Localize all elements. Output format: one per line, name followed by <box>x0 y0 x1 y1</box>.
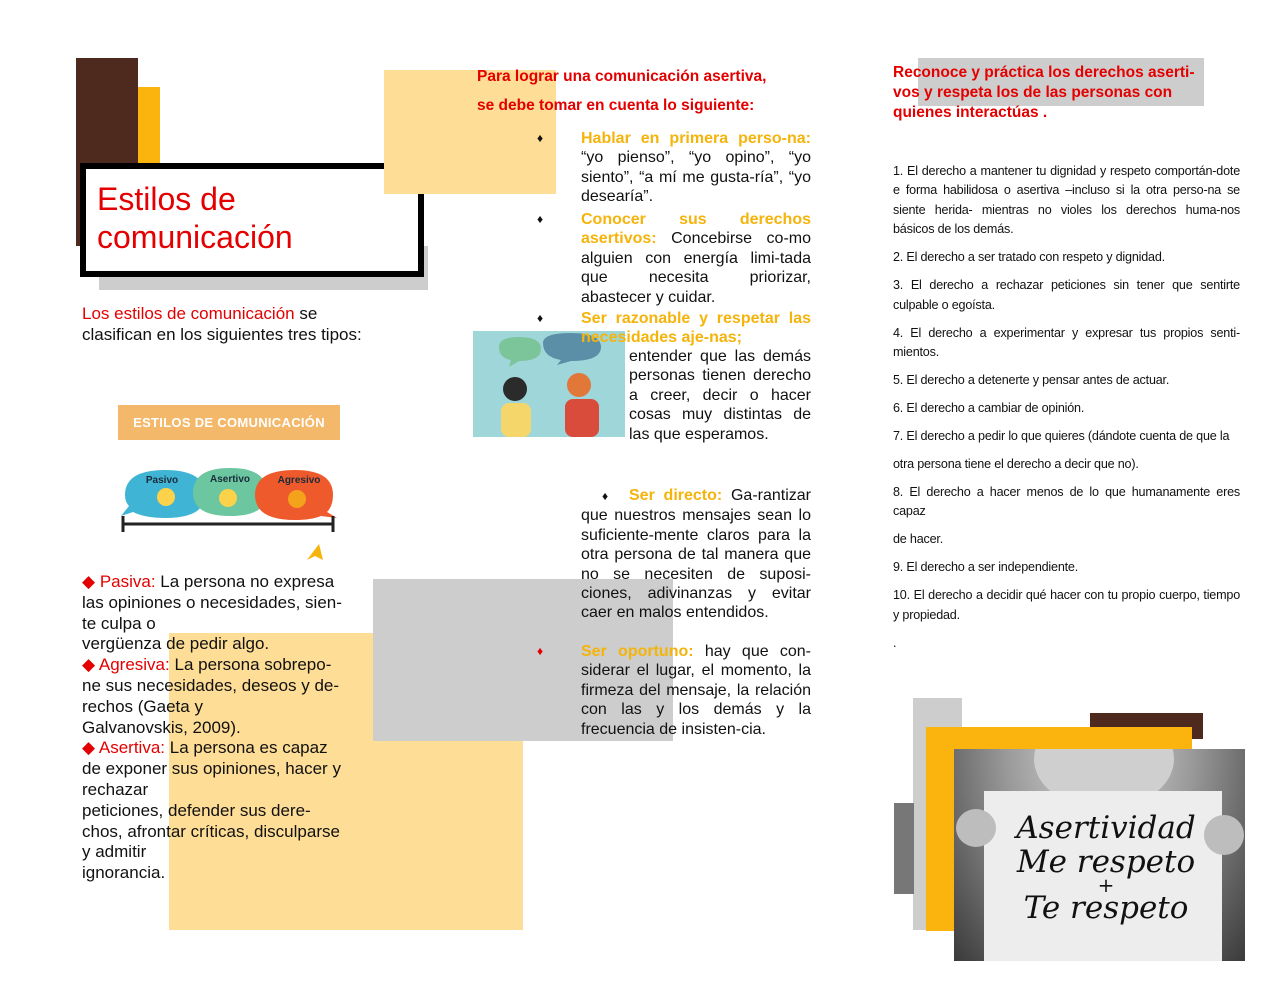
sign-line: Me respeto <box>1016 844 1196 880</box>
style-text: La persona sobrepo- <box>174 655 332 675</box>
tip-text: entender que las demás personas tienen derecho a creer, decir o hacer cosas muy distintas de las que esperamos. <box>629 348 811 443</box>
tip-text: Ga-rantizar que nuestros mensajes sean lo suficiente-mente claros para la otra persona de tal manera que no se necesiten de suposi-ciones, adivinanzas y evitar caer en malos entendidos. <box>581 487 811 622</box>
panel-title <box>97 180 293 256</box>
style-text: las opiniones o necesidades, sien- <box>82 592 342 612</box>
intro-paragraph <box>82 303 382 345</box>
style-text: de exponer sus opiniones, hacer y <box>82 759 341 779</box>
right-item: otra persona tiene el derecho a decir que no). <box>893 457 1139 472</box>
styles-banner: ESTILOS DE COMUNICACIÓN <box>118 405 340 440</box>
right-item: 4. El derecho a experimentar y expresar tus propios senti-mientos. <box>893 325 1240 360</box>
style-text: chos, afrontar críticas, disculparse <box>82 821 340 841</box>
style-text: rechos (Gaeta y <box>82 696 203 716</box>
intro-highlight: Los estilos de comunicación <box>82 304 295 323</box>
tip-title: Ser directo: <box>629 487 723 504</box>
style-item-assertive <box>82 738 377 884</box>
right-item: 9. El derecho a ser independiente. <box>893 560 1079 575</box>
bubble-label-passive: Pasivo <box>145 475 179 486</box>
bubble-label-aggressive: Agresivo <box>277 475 321 486</box>
heading-line: se debe tomar en cuenta lo siguiente: <box>477 97 755 114</box>
communication-styles-diagram <box>115 460 345 565</box>
bubble-label-assertive: Asertivo <box>209 474 251 485</box>
right-heading <box>893 63 1238 123</box>
tip-item-3 <box>537 309 811 348</box>
man-body <box>565 399 599 437</box>
style-item-aggressive <box>82 655 377 738</box>
style-item-passive <box>82 572 377 655</box>
heading-line: Para lograr una comunicación asertiva, <box>477 68 767 85</box>
sign-text <box>996 811 1216 925</box>
dark-gray-block <box>894 803 914 894</box>
tip-item-4 <box>581 486 811 623</box>
right-item: 6. El derecho a cambiar de opinión. <box>893 401 1085 416</box>
style-text: rechazar <box>82 779 149 799</box>
tip-item-3-body <box>629 347 811 444</box>
right-item: 2. El derecho a ser tratado con respeto y dignidad. <box>893 250 1165 265</box>
tip-item-1 <box>537 129 811 207</box>
right-item: 3. El derecho a rechazar peticiones sin tener que sentirte culpable o egoísta. <box>893 278 1240 312</box>
bullet-icon: ♦ <box>537 212 544 226</box>
right-item: 5. El derecho a detenerte y pensar antes de actuar. <box>893 373 1170 388</box>
tip-item-5 <box>537 642 811 739</box>
tip-title: Ser razonable y respetar las necesidades aje-nas; <box>581 310 811 347</box>
tip-text: hay que con-siderar el lugar, el momento, la firmeza del mensaje, la relación con las y los demás y la frecuencia de insisten-cia. <box>581 643 811 738</box>
heading-line: Reconoce y práctica los derechos aserti- <box>893 64 1195 81</box>
tip-title: Conocer sus derechos asertivos: <box>581 211 811 248</box>
right-item: de hacer. <box>893 532 944 547</box>
hand-left <box>956 809 996 847</box>
style-text: vergüenza de pedir algo. <box>82 634 270 654</box>
heading-line: vos y respeta los de las personas con <box>893 84 1173 101</box>
woman-head <box>503 377 527 401</box>
diamond-icon: ◆ <box>82 572 96 591</box>
tip-title: Ser oportuno: <box>581 643 694 660</box>
title-line: comunicación <box>97 219 293 255</box>
tip-title: Hablar en primera perso-na: <box>581 130 811 147</box>
bullet-icon: ♦ <box>537 131 544 145</box>
bullet-icon: ♦ <box>537 644 544 658</box>
style-text: Galvanovskis, 2009). <box>82 717 241 737</box>
rights-list <box>893 162 1240 662</box>
face-passive-icon <box>157 488 175 506</box>
right-item: . <box>893 635 897 650</box>
style-text: peticiones, defender sus dere- <box>82 800 311 820</box>
style-text: ignorancia. <box>82 863 166 883</box>
sign-line: + <box>1097 873 1115 897</box>
sign-line: Asertividad <box>1016 810 1196 846</box>
pointer-arrow-icon <box>307 544 323 560</box>
bullet-icon: ♦ <box>601 489 609 503</box>
tip-text: “yo pienso”, “yo opino”, “yo siento”, “a mí me gusta-ría”, “yo desearía”. <box>581 149 811 206</box>
style-name: Asertiva: <box>98 738 166 758</box>
style-name: Agresiva: <box>98 655 170 675</box>
style-text: La persona es capaz <box>169 738 328 758</box>
style-text: te culpa o <box>82 613 156 633</box>
heading-line: quienes interactúas . <box>893 104 1048 121</box>
style-text: y admitir <box>82 842 147 862</box>
asertividad-photo <box>954 749 1245 961</box>
woman-body <box>501 403 531 437</box>
diamond-icon: ◆ <box>82 738 96 758</box>
face-aggressive-icon <box>288 490 306 508</box>
tip-text: Concebirse co-mo alguien con energía limi-tada que necesita priorizar, abastecer y cuidar. <box>581 230 811 306</box>
style-text: ne sus necesidades, deseos y de- <box>82 675 340 695</box>
tip-item-2 <box>537 210 811 307</box>
intro-text: se clasifican en los siguientes tres tipos: <box>82 304 362 344</box>
right-item: 8. El derecho a hacer menos de lo que humanamente eres capaz <box>893 485 1240 519</box>
man-head <box>567 373 591 397</box>
style-text: La persona no expresa <box>160 572 335 591</box>
style-name: Pasiva: <box>99 572 156 591</box>
face-assertive-icon <box>219 489 237 507</box>
right-item: 7. El derecho a pedir lo que quieres (dándote cuenta de que la <box>893 429 1230 444</box>
bullet-icon: ♦ <box>537 311 544 325</box>
right-item: 1. El derecho a mantener tu dignidad y respeto comportán-dote e forma habilidosa o asertiva –incluso si la otra perso-na se siente herida- mientras no violes los derechos huma-nos básicos de los demás. <box>893 164 1240 237</box>
sign-line: Te respeto <box>1023 890 1189 926</box>
diamond-icon: ◆ <box>82 655 96 675</box>
middle-heading <box>477 62 817 120</box>
styles-list <box>82 572 377 884</box>
title-line: Estilos de <box>97 181 236 217</box>
right-item: 10. El derecho a decidir qué hacer con tu propio cuerpo, tiempo y propiedad. <box>893 588 1240 622</box>
